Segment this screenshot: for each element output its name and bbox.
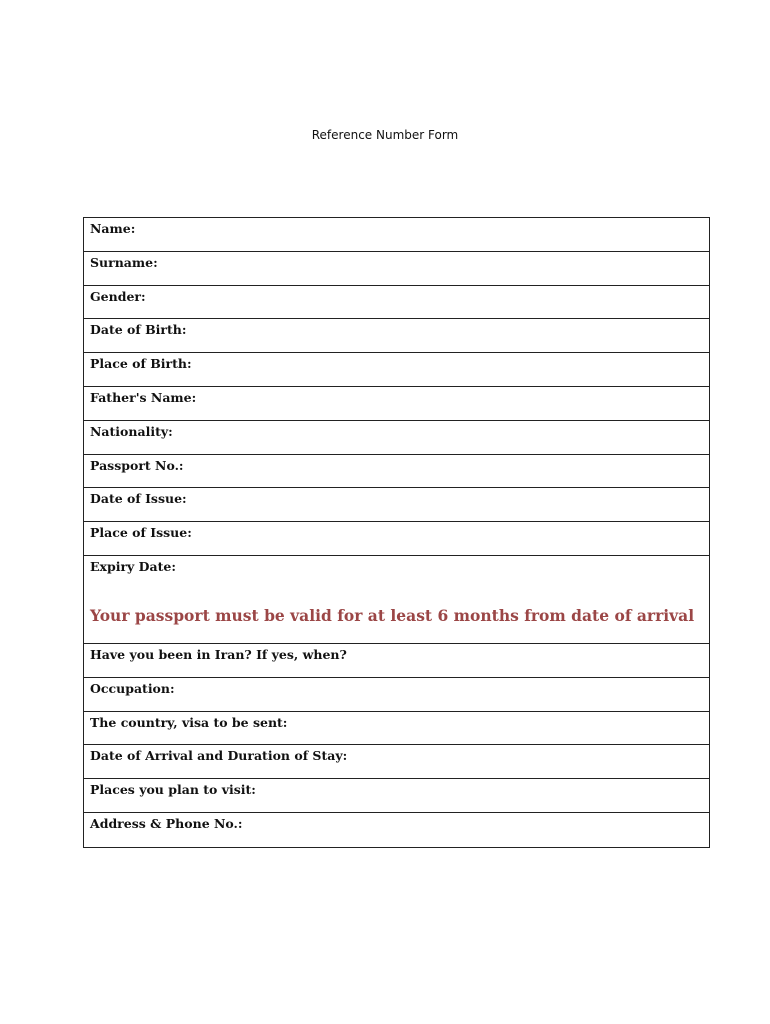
- form-row-expiry-date[interactable]: [84, 556, 709, 644]
- page-title: Reference Number Form: [311, 128, 459, 142]
- passport-validity-note: Your passport must be valid for at least 6 months from date of arrival: [90, 605, 695, 625]
- field-label: Date of Issue:: [90, 491, 187, 507]
- form-row-date-of-birth[interactable]: [84, 319, 709, 353]
- field-label: Gender:: [90, 288, 146, 304]
- field-label: Passport No.:: [90, 457, 184, 473]
- form-row-passport-no[interactable]: [84, 455, 709, 489]
- field-label: Place of Issue:: [90, 525, 192, 541]
- form-row-places-to-visit[interactable]: [84, 779, 709, 813]
- field-label: Date of Birth:: [90, 322, 187, 338]
- field-label: Expiry Date:: [90, 558, 176, 574]
- form-row-place-of-birth[interactable]: [84, 353, 709, 387]
- field-label: Address & Phone No.:: [90, 815, 243, 831]
- field-label: Occupation:: [90, 680, 175, 696]
- field-label: The country, visa to be sent:: [90, 714, 288, 730]
- form-row-been-in-iran[interactable]: [84, 644, 709, 678]
- form-row-visa-country[interactable]: [84, 712, 709, 746]
- form-row-gender[interactable]: [84, 286, 709, 320]
- form-row-address-phone[interactable]: [84, 813, 709, 847]
- field-label: Father's Name:: [90, 389, 197, 405]
- field-label: Have you been in Iran? If yes, when?: [90, 646, 347, 662]
- form-row-date-of-issue[interactable]: [84, 488, 709, 522]
- field-label: Name:: [90, 221, 136, 236]
- form-row-arrival-duration[interactable]: [84, 745, 709, 779]
- field-label: Date of Arrival and Duration of Stay:: [90, 748, 348, 764]
- form-row-surname[interactable]: [84, 252, 709, 286]
- field-label: Surname:: [90, 254, 158, 270]
- field-label: Places you plan to visit:: [90, 782, 256, 798]
- form-row-nationality[interactable]: [84, 421, 709, 455]
- form-row-name[interactable]: [84, 218, 709, 252]
- field-label: Nationality:: [90, 423, 173, 439]
- form-row-fathers-name[interactable]: [84, 387, 709, 421]
- form-row-place-of-issue[interactable]: [84, 522, 709, 556]
- form-row-occupation[interactable]: [84, 678, 709, 712]
- field-label: Place of Birth:: [90, 356, 192, 372]
- reference-form-table: [83, 217, 710, 848]
